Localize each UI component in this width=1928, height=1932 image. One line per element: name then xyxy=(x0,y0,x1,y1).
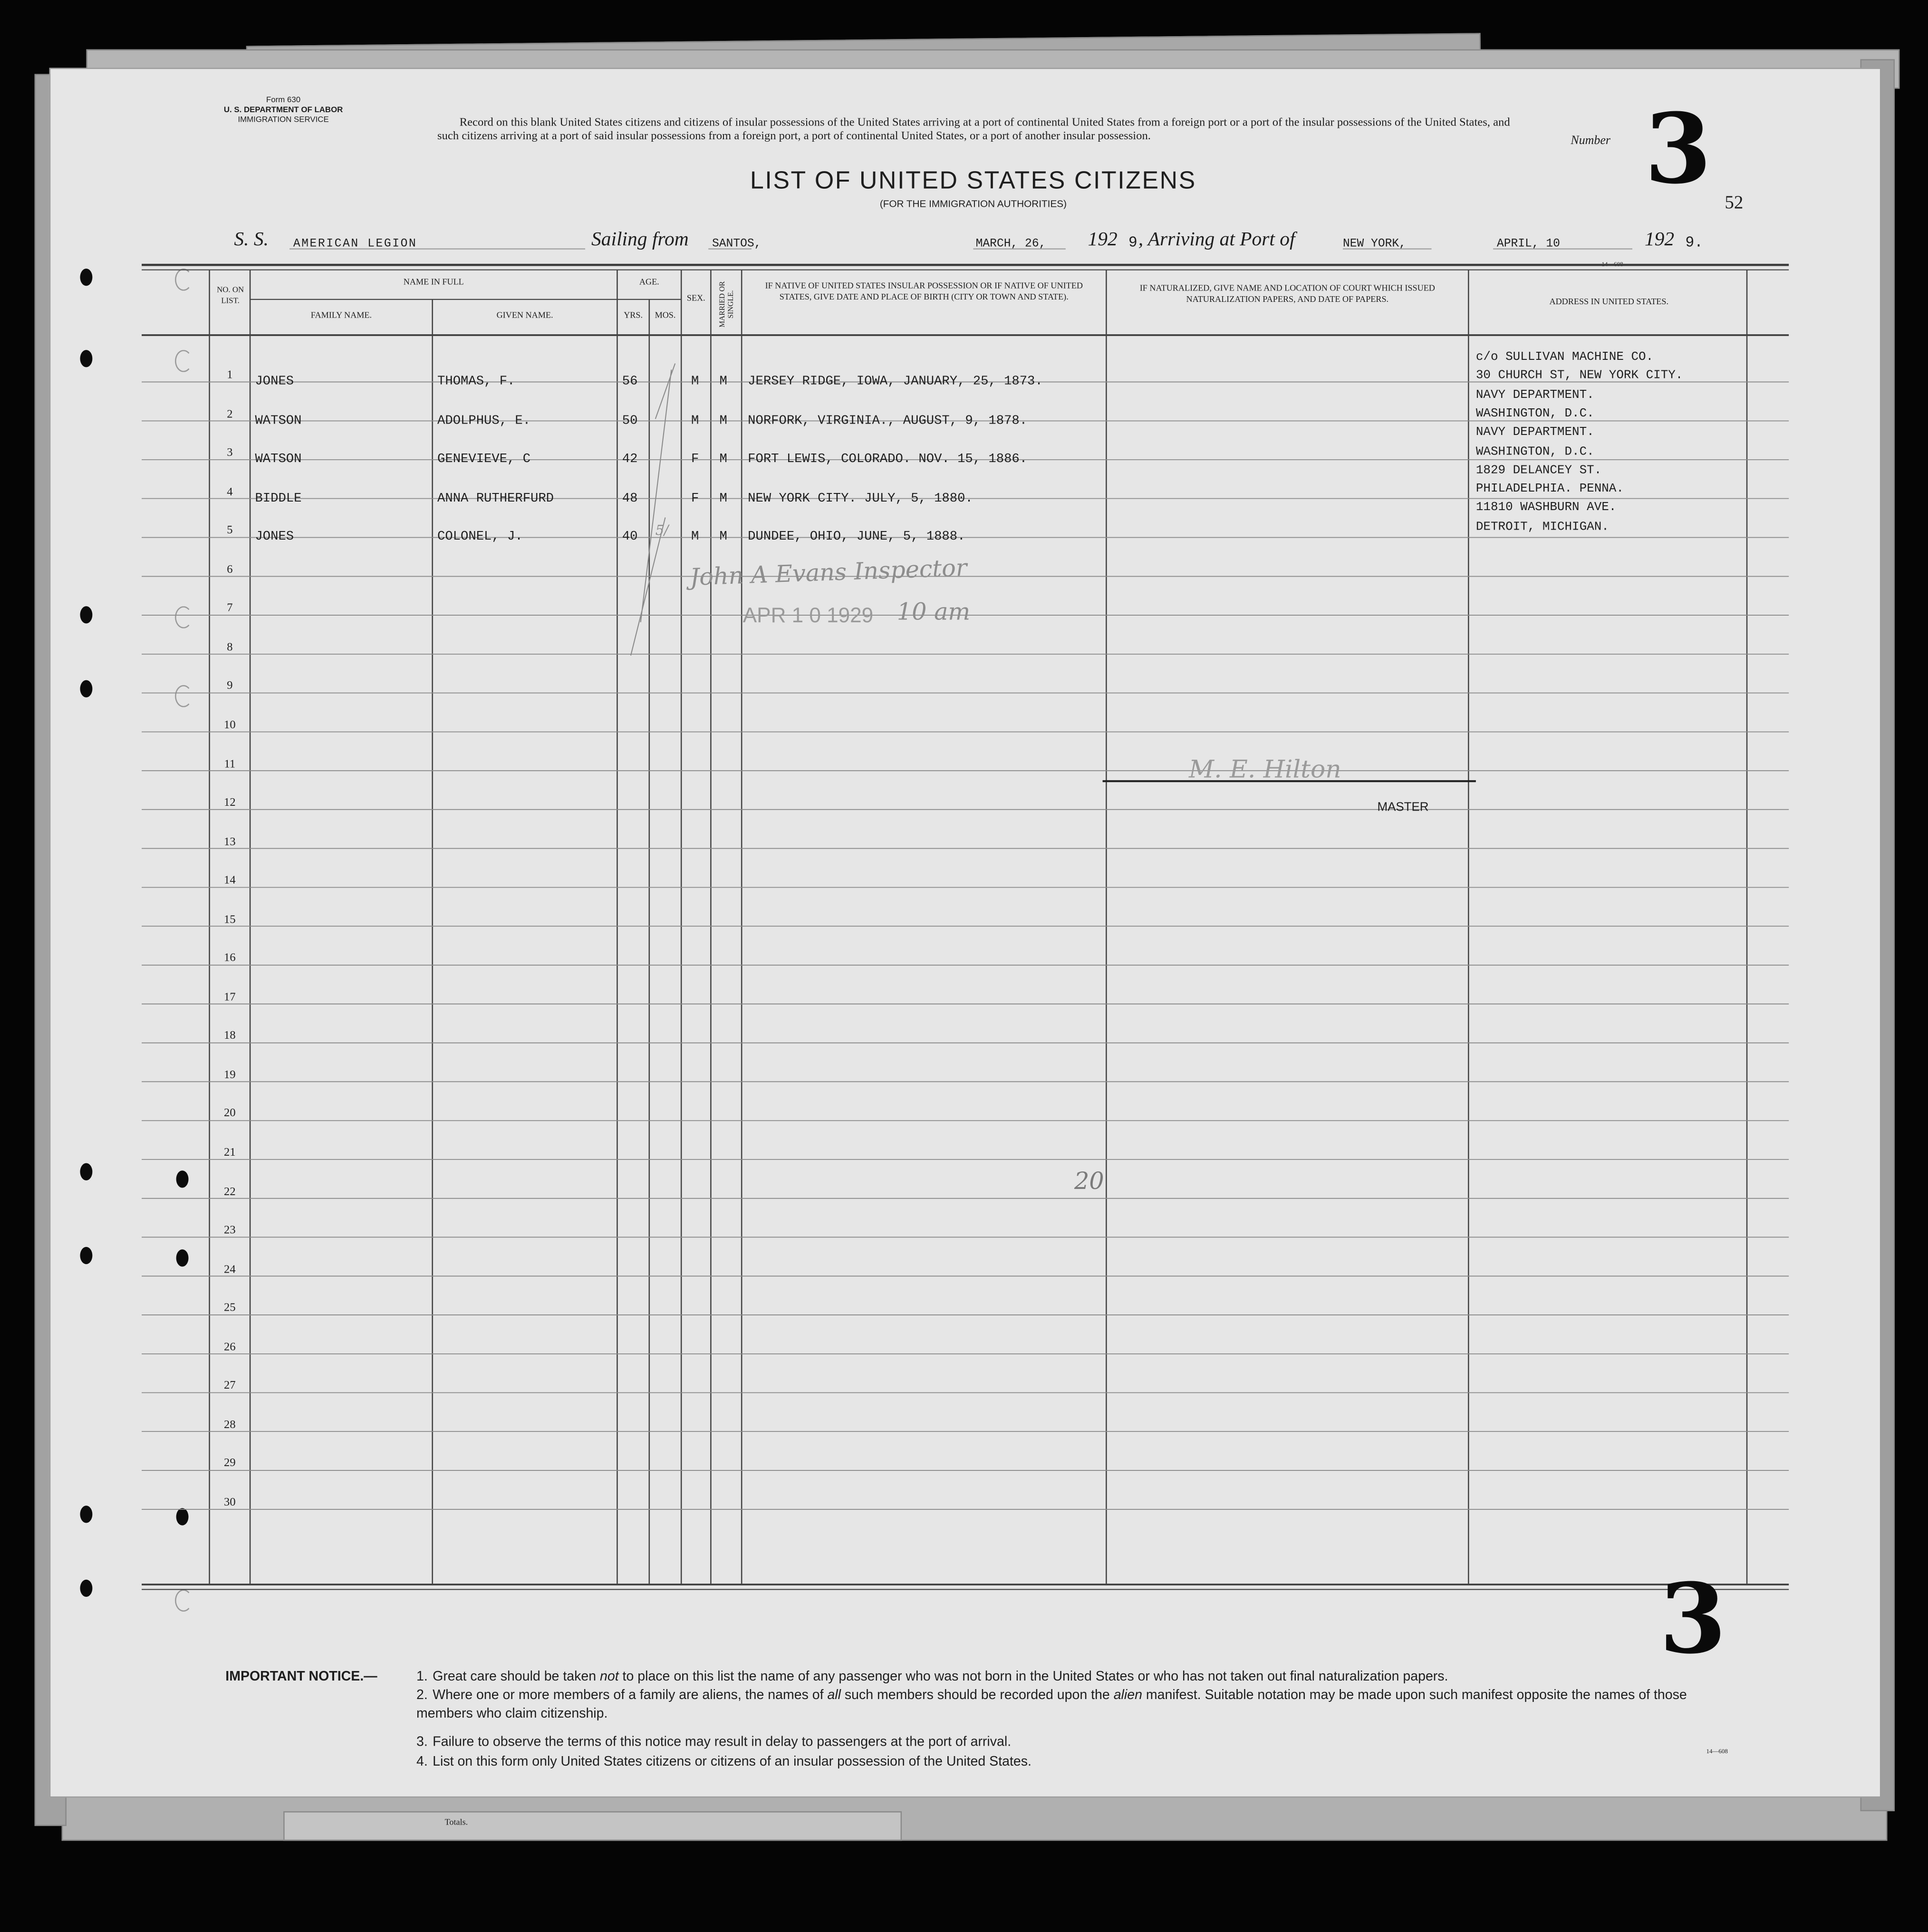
notice-text: Great care should be taken xyxy=(433,1669,600,1684)
notice-number: 2. xyxy=(416,1688,428,1703)
from-port: SANTOS, xyxy=(712,236,762,251)
address-line: 11810 WASHBURN AVE. xyxy=(1475,502,1617,516)
sex-cell: M xyxy=(691,530,699,545)
address-line: WASHINGTON, D.C. xyxy=(1475,407,1594,422)
printer-code: 14—608 xyxy=(1706,1749,1728,1756)
row-number: 18 xyxy=(224,1030,236,1043)
birth-details-cell: DUNDEE, OHIO, JUNE, 5, 1888. xyxy=(748,530,965,545)
notice-heading: IMPORTANT NOTICE.— xyxy=(225,1669,377,1684)
row-number: 11 xyxy=(224,758,236,771)
header-age: AGE. xyxy=(639,277,659,287)
family-name-cell: JONES xyxy=(255,374,294,390)
arriving-label: , Arriving at Port of xyxy=(1138,229,1295,251)
birth-details-cell: JERSEY RIDGE, IOWA, JANUARY, 25, 1873. xyxy=(748,374,1043,390)
age-cell: 48 xyxy=(622,491,638,506)
row-number: 24 xyxy=(224,1264,236,1276)
address-line: 30 CHURCH ST, NEW YORK CITY. xyxy=(1475,370,1683,384)
master-signature: M. E. Hilton xyxy=(1188,754,1341,784)
service-name: IMMIGRATION SERVICE xyxy=(238,116,329,125)
row-number: 16 xyxy=(224,953,236,966)
arrival-date: APRIL, 10 xyxy=(1496,236,1560,251)
age-cell: 56 xyxy=(622,374,638,390)
header-naturalization: IF NATURALIZED, GIVE NAME AND LOCATION OF COURT WHICH ISSUED NATURALIZATION PAPERS, AND DATE OF PAPERS. xyxy=(1139,283,1435,304)
row-number: 17 xyxy=(224,991,236,1004)
header-no-on-list: NO. ON LIST. xyxy=(217,286,244,305)
row-number: 29 xyxy=(224,1458,236,1471)
marital-status-cell: M xyxy=(719,491,727,506)
header-sex: SEX. xyxy=(686,293,705,303)
inspector-signature: John A Evans Inspector xyxy=(689,554,968,591)
row-number: 7 xyxy=(227,603,233,616)
notice-emphasis: alien xyxy=(1113,1688,1142,1703)
notice-number: 4. xyxy=(416,1754,428,1769)
row-number: 13 xyxy=(224,836,236,849)
header-family-name: FAMILY NAME. xyxy=(310,310,372,320)
department-name: U. S. DEPARTMENT OF LABOR xyxy=(223,106,343,115)
notice-item xyxy=(416,1687,1747,1724)
ss-label: S. S. xyxy=(234,229,269,251)
row-number: 1 xyxy=(227,369,233,382)
row-number: 10 xyxy=(224,719,236,732)
address-line: NAVY DEPARTMENT. xyxy=(1475,426,1594,440)
row-number: 14 xyxy=(224,875,236,888)
marital-status-cell: M xyxy=(719,530,727,545)
marital-status-cell: M xyxy=(719,452,727,467)
date-stamp: APR 1 0 1929 xyxy=(742,603,874,628)
notice-item xyxy=(416,1734,1747,1752)
marital-status-cell: M xyxy=(719,374,727,390)
form-instructions: Record on this blank United States citizens and citizens of insular possessions of the United States arriving at a port of continental United States from a foreign port or a port of the insular possessions of the United States, and such citizens arriving at a port of said insular possessions from a foreign port, a port of continental United States, or a port of another insular possession. xyxy=(437,117,1510,143)
row-number: 12 xyxy=(224,797,236,810)
notice-text: Where one or more members of a family are aliens, the names of xyxy=(433,1688,828,1703)
row-number: 2 xyxy=(227,408,233,421)
given-name-cell: THOMAS, F. xyxy=(437,374,515,390)
row-number: 9 xyxy=(227,680,233,693)
row-number: 4 xyxy=(227,486,233,499)
arrival-year-suffix: 9. xyxy=(1685,234,1703,251)
family-name-cell: JONES xyxy=(255,530,294,545)
form-number: Form 630 xyxy=(266,96,301,105)
notice-number: 1. xyxy=(416,1669,428,1684)
arrival-year-prefix: 192 xyxy=(1644,229,1675,251)
address-line: DETROIT, MICHIGAN. xyxy=(1475,521,1609,535)
given-name-cell: ADOLPHUS, E. xyxy=(437,413,531,428)
header-birth-details: IF NATIVE OF UNITED STATES INSULAR POSSESSION OR IF NATIVE OF UNITED STATES, GIVE DATE AND PLACE OF BIRTH (CITY OR TOWN AND STATE). xyxy=(765,280,1083,301)
family-name-cell: WATSON xyxy=(255,413,302,428)
row-number: 3 xyxy=(227,447,233,460)
age-cell: 40 xyxy=(622,530,638,545)
departure-date: MARCH, 26, xyxy=(975,236,1046,251)
departure-year-prefix: 192 xyxy=(1088,229,1118,251)
notice-emphasis: all xyxy=(827,1688,841,1703)
header-married-or-single: MARRIED OR SINGLE. xyxy=(719,281,736,328)
header-address: ADDRESS IN UNITED STATES. xyxy=(1549,297,1669,307)
row-number: 15 xyxy=(224,914,236,927)
time-note: 10 am xyxy=(897,599,971,626)
notice-text: List on this form only United States citizens or citizens of an insular possession of the United States. xyxy=(433,1754,1031,1769)
form-title: LIST OF UNITED STATES CITIZENS xyxy=(750,167,1196,195)
header-yrs: YRS. xyxy=(624,310,643,320)
header-given-name: GIVEN NAME. xyxy=(496,310,553,320)
given-name-cell: COLONEL, J. xyxy=(437,530,523,545)
totals-label: Totals. xyxy=(444,1817,468,1827)
row-number: 19 xyxy=(224,1069,236,1082)
age-cell: 50 xyxy=(622,413,638,428)
sex-cell: F xyxy=(691,452,699,467)
birth-details-cell: FORT LEWIS, COLORADO. NOV. 15, 1886. xyxy=(748,452,1028,467)
age-mark: 5/ xyxy=(655,522,669,539)
row-number: 22 xyxy=(224,1186,236,1198)
sailing-from-label: Sailing from xyxy=(591,229,689,251)
row-number: 26 xyxy=(224,1341,236,1354)
list-number: 3 xyxy=(1644,93,1712,206)
row-number: 25 xyxy=(224,1303,236,1315)
row-number: 5 xyxy=(227,525,233,538)
address-line: NAVY DEPARTMENT. xyxy=(1475,388,1594,403)
family-name-cell: BIDDLE xyxy=(255,491,302,506)
birth-details-cell: NORFORK, VIRGINIA., AUGUST, 9, 1878. xyxy=(748,413,1028,428)
age-cell: 42 xyxy=(622,452,638,467)
sex-cell: F xyxy=(691,491,699,506)
master-label: MASTER xyxy=(1377,801,1429,815)
notice-item xyxy=(416,1668,1747,1687)
row-number: 20 xyxy=(224,1108,236,1121)
list-number-bottom: 3 xyxy=(1659,1563,1726,1676)
row-number: 8 xyxy=(227,641,233,654)
ship-name: AMERICAN LEGION xyxy=(293,236,417,251)
address-line: PHILADELPHIA. PENNA. xyxy=(1475,483,1624,497)
form-subtitle: (FOR THE IMMIGRATION AUTHORITIES) xyxy=(879,198,1067,210)
given-name-cell: GENEVIEVE, C xyxy=(437,452,531,467)
notice-number: 3. xyxy=(416,1735,428,1750)
printer-code-top: 14—608 xyxy=(1601,262,1623,269)
sex-cell: M xyxy=(691,413,699,428)
row-number: 28 xyxy=(224,1419,236,1432)
notice-item xyxy=(416,1753,1747,1772)
number-label: Number xyxy=(1571,134,1610,148)
margin-number: 20 xyxy=(1074,1168,1104,1196)
notice-emphasis: not xyxy=(599,1669,619,1684)
header-name-in-full: NAME IN FULL xyxy=(403,277,464,287)
birth-details-cell: NEW YORK CITY. JULY, 5, 1880. xyxy=(748,491,973,506)
given-name-cell: ANNA RUTHERFURD xyxy=(437,491,554,506)
row-number: 21 xyxy=(224,1147,236,1159)
notice-text: Failure to observe the terms of this notice may result in delay to passengers at the port of arrival. xyxy=(433,1735,1012,1750)
arrival-port: NEW YORK, xyxy=(1342,236,1406,251)
marital-status-cell: M xyxy=(719,413,727,428)
row-number: 30 xyxy=(224,1497,236,1509)
address-line: c/o SULLIVAN MACHINE CO. xyxy=(1475,351,1654,365)
sex-cell: M xyxy=(691,374,699,390)
family-name-cell: WATSON xyxy=(255,452,302,467)
notice-text: to place on this list the name of any passenger who was not born in the United States or who has not taken out final naturalization papers. xyxy=(618,1669,1448,1684)
notice-text: manifest. Suitable notation may be made upon such manifest opposite the names of those members who claim citizenship. xyxy=(416,1688,1687,1721)
row-number: 6 xyxy=(227,564,233,577)
notice-text: such members should be recorded upon the xyxy=(840,1688,1114,1703)
page-number: 52 xyxy=(1725,193,1744,213)
row-number: 27 xyxy=(224,1380,236,1393)
departure-year-suffix: 9 xyxy=(1128,234,1138,251)
address-line: 1829 DELANCEY ST. xyxy=(1475,464,1602,478)
row-number: 23 xyxy=(224,1225,236,1237)
header-mos: MOS. xyxy=(655,310,676,320)
address-line: WASHINGTON, D.C. xyxy=(1475,445,1594,459)
